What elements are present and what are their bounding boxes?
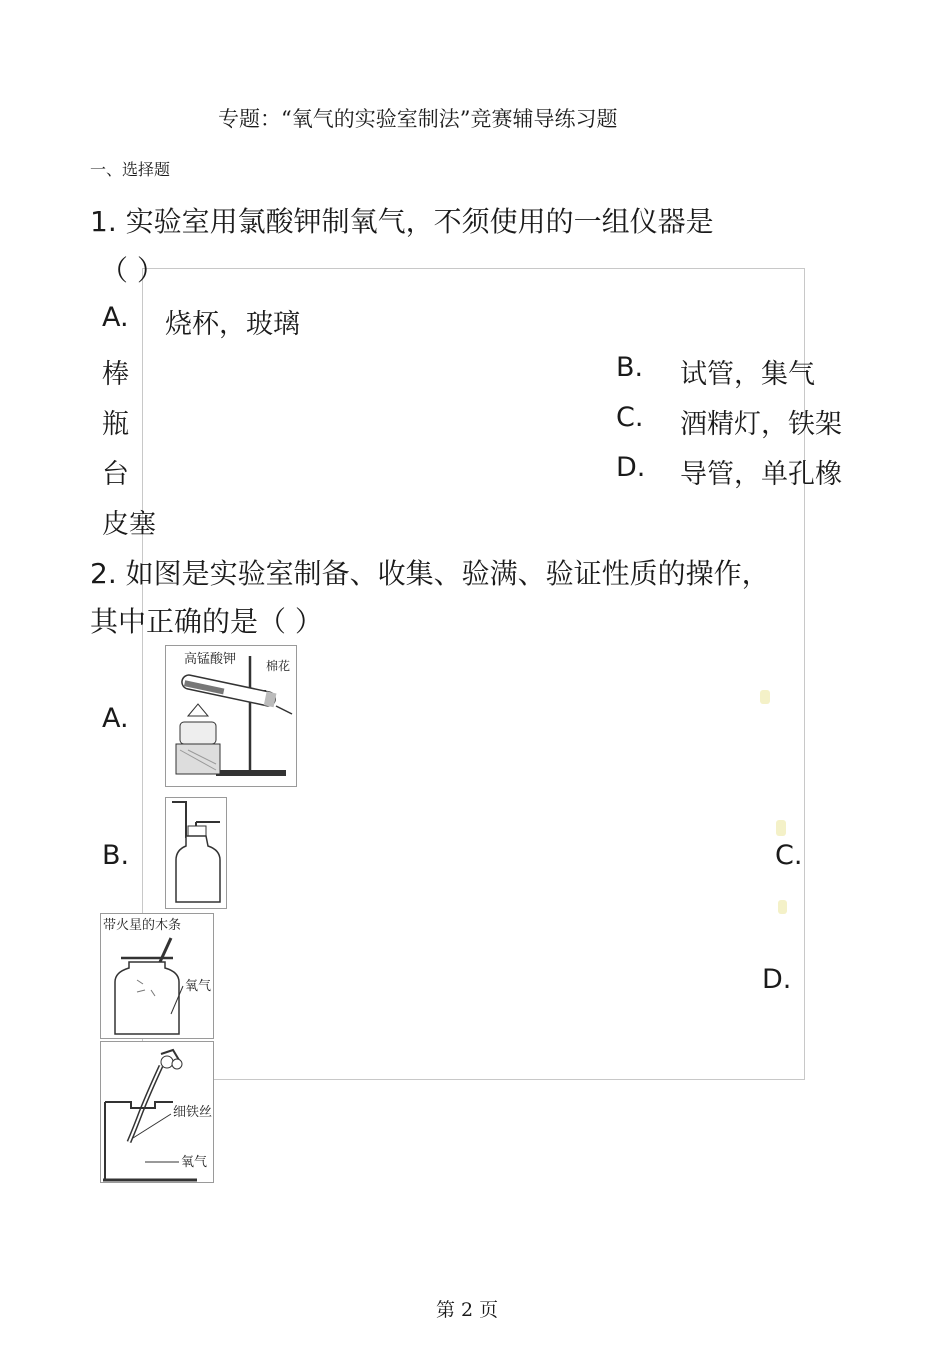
figure-d-iron-wire-burning [100, 1041, 214, 1183]
question-1-text: 1. 实验室用氯酸钾制氧气，不须使用的一组仪器是 [90, 205, 714, 238]
q1-option-b-continued: 瓶 [102, 409, 129, 440]
q1-option-a-continued: 棒 [102, 359, 129, 390]
scan-speck [778, 900, 787, 914]
q1-option-c-text: 酒精灯，铁架 [680, 409, 842, 440]
figure-c-label-splint: 带火星的木条 [103, 918, 182, 933]
figure-d-label-iron-wire: 细铁丝 [173, 1105, 213, 1120]
q1-option-b-letter: B. [616, 352, 644, 383]
q2-option-b-letter: B. [102, 840, 130, 871]
q1-option-d-continued: 皮塞 [102, 509, 156, 540]
figure-c-label-oxygen: 氧气 [185, 979, 212, 994]
q1-option-d-letter: D. [616, 452, 646, 483]
scan-speck [760, 690, 770, 704]
page-number: 第 2 页 [436, 1299, 499, 1321]
q1-option-b-text: 试管，集气 [680, 359, 815, 390]
document-title: 专题：“氧气的实验室制法”竞赛辅导练习题 [218, 107, 618, 131]
figure-a-label-cotton: 棉花 [266, 659, 291, 673]
scan-speck [776, 820, 786, 836]
q1-option-c-continued: 台 [102, 459, 129, 490]
figure-b-gas-bottle [165, 797, 227, 909]
question-2-text: 2. 如图是实验室制备、收集、验满、验证性质的操作， [90, 557, 770, 590]
question-2-text-continued: 其中正确的是（ ） [90, 605, 323, 638]
q2-option-a-letter: A. [102, 703, 129, 734]
q1-option-a-text: 烧杯，玻璃 [165, 309, 300, 340]
q2-option-d-letter: D. [762, 964, 792, 995]
q2-option-c-letter: C. [775, 840, 803, 871]
q1-option-a-letter: A. [102, 302, 129, 333]
question-1-answer-paren: （ ） [100, 254, 165, 287]
q1-option-d-text: 导管，单孔橡 [680, 459, 842, 490]
q1-option-c-letter: C. [616, 402, 644, 433]
section-heading: 一、选择题 [90, 160, 171, 179]
figure-d-label-oxygen: 氧气 [181, 1155, 208, 1170]
figure-a-label-kmno4: 高锰酸钾 [184, 652, 237, 667]
figure-c-splint-test [100, 913, 214, 1039]
figure-a-heating-apparatus [165, 645, 297, 787]
